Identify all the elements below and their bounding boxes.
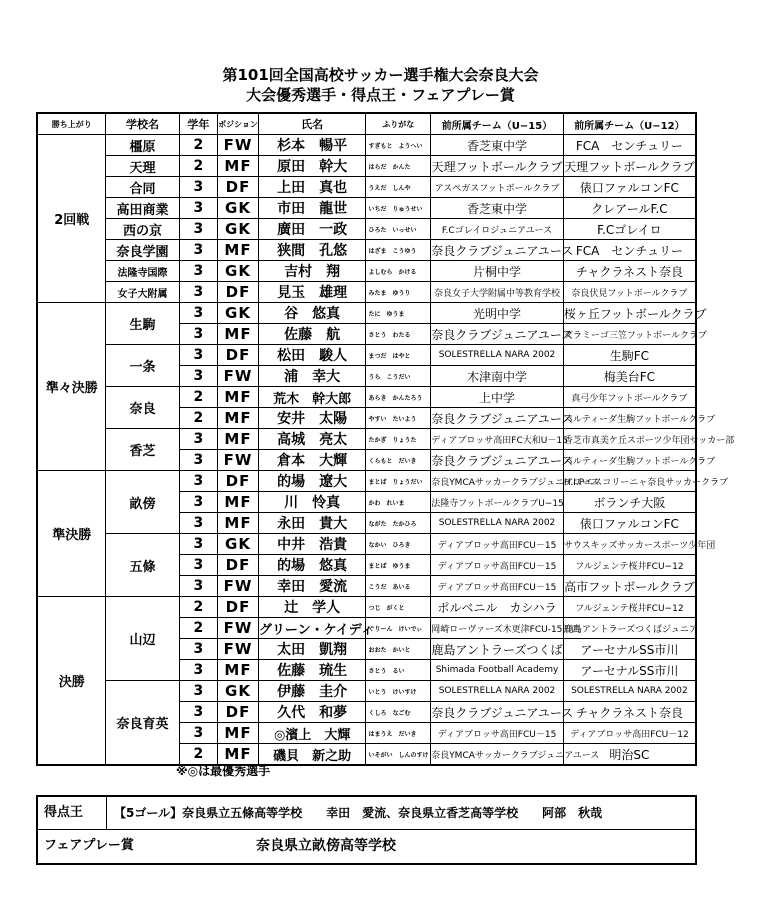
name-cell: 倉本 大輝	[258, 450, 366, 471]
grade-cell: 2	[179, 387, 218, 408]
top-scorer-row	[38, 797, 695, 830]
furigana-cell: あらき かんたろう	[366, 387, 431, 408]
team-u15-cell: 天理フットボールクラブ	[431, 156, 564, 177]
school-cell: 生駒	[106, 303, 179, 345]
position-cell: FW	[218, 135, 259, 156]
name-cell: 狭間 孔悠	[258, 240, 366, 261]
team-u15-cell: SOLESTRELLA NARA 2002	[431, 513, 564, 534]
team-u15-cell: ポルベニル カシハラ	[431, 597, 564, 618]
team-u12-cell: ボランチ大阪	[563, 492, 696, 513]
grade-cell: 2	[179, 408, 218, 429]
furigana-cell: よしむら かける	[366, 261, 431, 282]
team-u12-cell: パルティーダ生駒フットボールクラブ	[563, 408, 696, 429]
school-cell: 女子大附属	[106, 282, 179, 303]
players-table	[36, 112, 735, 766]
team-u15-cell: 鹿島アントラーズつくば	[431, 639, 564, 660]
name-cell: グリーン・ケイディ	[258, 618, 366, 639]
grade-cell: 3	[179, 240, 218, 261]
school-cell: 天理	[106, 156, 179, 177]
school-cell: 奈良育英	[106, 681, 179, 766]
grade-cell: 3	[179, 282, 218, 303]
school-cell: 橿原	[106, 135, 179, 156]
name-cell: 永田 貴大	[258, 513, 366, 534]
position-cell: GK	[218, 303, 259, 324]
school-cell: 奈良学園	[106, 240, 179, 261]
team-u15-cell: ディアブロッサ高田FC大和U－15	[431, 429, 564, 450]
team-u12-cell: FCA センチュリー	[563, 240, 696, 261]
school-cell: 高田商業	[106, 198, 179, 219]
header-grade: 学年	[179, 113, 218, 135]
furigana-cell: みたま ゆうり	[366, 282, 431, 303]
furigana-cell: こうだ あいる	[366, 576, 431, 597]
team-u12-cell: 桜ヶ丘フットボールクラブ	[563, 303, 696, 324]
player-row	[37, 135, 696, 156]
furigana-cell: いとう けいすけ	[366, 681, 431, 702]
round-cell: 2回戦	[37, 135, 106, 303]
school-cell: 一条	[106, 345, 179, 387]
team-u15-cell: F.Cゴレイロジュニアユース	[431, 219, 564, 240]
team-u15-cell: 奈良クラブジュニアユース	[431, 240, 564, 261]
furigana-cell: さとう わたる	[366, 324, 431, 345]
team-u15-cell: ディアブロッサ高田FCU－15	[431, 723, 564, 744]
team-u15-cell: 岡崎ローヴァーズ木更津FCU-15田西	[431, 618, 564, 639]
fair-play-text: 奈良県立畝傍高等学校	[256, 838, 396, 854]
name-cell: 廣田 一政	[258, 219, 366, 240]
school-cell: 畝傍	[106, 471, 179, 534]
team-u12-cell: ディアブロッサ高田FCU－12	[563, 723, 696, 744]
furigana-cell: はまうえ だいき	[366, 723, 431, 744]
name-cell: 磯貝 新之助	[258, 744, 366, 766]
team-u15-cell: 奈良クラブジュニアユース	[431, 702, 564, 723]
furigana-cell: まとば りょうだい	[366, 471, 431, 492]
grade-cell: 3	[179, 219, 218, 240]
player-row	[37, 219, 696, 240]
name-cell: 久代 和夢	[258, 702, 366, 723]
grade-cell: 3	[179, 429, 218, 450]
name-cell: 市田 龍世	[258, 198, 366, 219]
position-cell: GK	[218, 681, 259, 702]
grade-cell: 3	[179, 261, 218, 282]
grade-cell: 3	[179, 639, 218, 660]
team-u12-cell: 真弓少年フットボールクラブ	[563, 387, 696, 408]
furigana-cell: すぎもと ようへい	[366, 135, 431, 156]
team-u15-cell: 奈良クラブジュニアユース	[431, 450, 564, 471]
name-cell: 上田 真也	[258, 177, 366, 198]
position-cell: FW	[218, 576, 259, 597]
team-u12-cell: 梅美台FC	[563, 366, 696, 387]
team-u12-cell: 香芝市真美ケ丘スポーツ少年団サッカー部	[563, 429, 696, 450]
player-row	[37, 156, 696, 177]
furigana-cell: くしろ なごむ	[366, 702, 431, 723]
grade-cell: 3	[179, 324, 218, 345]
furigana-cell: うら こうだい	[366, 366, 431, 387]
name-cell: 辻 学人	[258, 597, 366, 618]
grade-cell: 3	[179, 303, 218, 324]
team-u15-cell: 奈良女子大学附属中等教育学校	[431, 282, 564, 303]
school-cell: 西の京	[106, 219, 179, 240]
player-row	[37, 240, 696, 261]
furigana-cell: たかぎ りょうた	[366, 429, 431, 450]
player-row	[37, 261, 696, 282]
team-u12-cell: フルジェンテ桜井FCU−12	[563, 597, 696, 618]
team-u15-cell: SOLESTRELLA NARA 2002	[431, 681, 564, 702]
team-u12-cell: 天理フットボールクラブ	[563, 156, 696, 177]
position-cell: DF	[218, 471, 259, 492]
player-row	[37, 282, 696, 303]
position-cell: DF	[218, 345, 259, 366]
name-cell: 佐藤 琉生	[258, 660, 366, 681]
team-u12-cell: グラミーゴ三笠フットボールクラブ	[563, 324, 696, 345]
furigana-cell: ひろた いっせい	[366, 219, 431, 240]
grade-cell: 3	[179, 576, 218, 597]
position-cell: MF	[218, 408, 259, 429]
name-cell: 高城 亮太	[258, 429, 366, 450]
team-u15-cell: 光明中学	[431, 303, 564, 324]
grade-cell: 3	[179, 723, 218, 744]
name-cell: 松田 駿人	[258, 345, 366, 366]
position-cell: MF	[218, 723, 259, 744]
school-cell: 山辺	[106, 597, 179, 681]
team-u15-cell: 法隆寺フットボールクラブU−15	[431, 492, 564, 513]
team-u12-cell: チャクラネスト奈良	[563, 261, 696, 282]
school-cell: 五條	[106, 534, 179, 597]
position-cell: DF	[218, 555, 259, 576]
team-u12-cell: 明治SC	[563, 744, 696, 766]
name-cell: 太田 凱翔	[258, 639, 366, 660]
position-cell: FW	[218, 639, 259, 660]
team-u12-cell: 俵口ファルコンFC	[563, 513, 696, 534]
team-u15-cell: 奈良YMCAサッカークラブジュニアユース	[431, 744, 564, 766]
grade-cell: 3	[179, 492, 218, 513]
fair-play-row	[38, 830, 695, 862]
grade-cell: 3	[179, 450, 218, 471]
team-u12-cell: パルティーダ生駒フットボールクラブ	[563, 450, 696, 471]
team-u15-cell: SOLESTRELLA NARA 2002	[431, 345, 564, 366]
furigana-cell: なかい ひろき	[366, 534, 431, 555]
furigana-cell: おおた かいと	[366, 639, 431, 660]
header-furigana: ふりがな	[366, 113, 431, 135]
team-u12-cell: 奈良伏見フットボールクラブ	[563, 282, 696, 303]
team-u15-cell: 奈良クラブジュニアユース	[431, 408, 564, 429]
team-u12-cell: 俵口ファルコンFC	[563, 177, 696, 198]
furigana-cell: やすい たいよう	[366, 408, 431, 429]
name-cell: 佐藤 航	[258, 324, 366, 345]
furigana-cell: ぐりーん けいでぃ	[366, 618, 431, 639]
player-row	[37, 471, 696, 492]
page-subtitle: 大会優秀選手・得点王・フェアプレー賞	[246, 86, 515, 104]
round-cell: 準決勝	[37, 471, 106, 597]
round-cell: 決勝	[37, 597, 106, 766]
position-cell: MF	[218, 513, 259, 534]
player-row	[37, 198, 696, 219]
team-u12-cell: F.Cゴレイロ	[563, 219, 696, 240]
position-cell: MF	[218, 387, 259, 408]
position-cell: FW	[218, 450, 259, 471]
name-cell: 的場 悠真	[258, 555, 366, 576]
team-u15-cell: 香芝東中学	[431, 135, 564, 156]
player-row	[37, 597, 696, 618]
furigana-cell: ながた たかひろ	[366, 513, 431, 534]
furigana-cell: いちだ りゅうせい	[366, 198, 431, 219]
name-cell: 的場 遼大	[258, 471, 366, 492]
player-row	[37, 681, 696, 702]
position-cell: MF	[218, 492, 259, 513]
position-cell: DF	[218, 702, 259, 723]
grade-cell: 3	[179, 555, 218, 576]
position-cell: GK	[218, 198, 259, 219]
team-u15-cell: 奈良YMCAサッカークラブジュニアユース	[431, 471, 564, 492]
page-title: 第101回全国高校サッカー選手権大会奈良大会	[222, 66, 539, 84]
furigana-cell: まとば ゆうま	[366, 555, 431, 576]
position-cell: GK	[218, 261, 259, 282]
player-row	[37, 429, 696, 450]
grade-cell: 2	[179, 135, 218, 156]
team-u15-cell: ディアブロッサ高田FCU－15	[431, 576, 564, 597]
team-u12-cell: クレアールF.C	[563, 198, 696, 219]
furigana-cell: たに ゆうま	[366, 303, 431, 324]
player-row	[37, 177, 696, 198]
team-u12-cell: SOLESTRELLA NARA 2002	[563, 681, 696, 702]
name-cell: ◎濱上 大輝	[258, 723, 366, 744]
grade-cell: 2	[179, 744, 218, 766]
grade-cell: 3	[179, 660, 218, 681]
position-cell: FW	[218, 618, 259, 639]
furigana-cell: いそがい しんのすけ	[366, 744, 431, 766]
position-cell: DF	[218, 282, 259, 303]
round-cell: 準々決勝	[37, 303, 106, 471]
team-u15-cell: 香芝東中学	[431, 198, 564, 219]
team-u15-cell: 上中学	[431, 387, 564, 408]
position-cell: MF	[218, 324, 259, 345]
name-cell: 伊藤 圭介	[258, 681, 366, 702]
team-u12-cell: アーセナルSS市川	[563, 639, 696, 660]
player-row	[37, 345, 696, 366]
name-cell: 原田 幹大	[258, 156, 366, 177]
team-u15-cell: Shimada Football Academy	[431, 660, 564, 681]
grade-cell: 2	[179, 618, 218, 639]
player-row	[37, 534, 696, 555]
header-row	[37, 113, 696, 135]
school-cell: 合同	[106, 177, 179, 198]
name-cell: 川 怜真	[258, 492, 366, 513]
top-scorer-text: 【5ゴール】奈良県立五條高等学校 幸田 愛流、奈良県立香芝高等学校 阿部 秋哉	[114, 806, 603, 820]
position-cell: DF	[218, 177, 259, 198]
player-row	[37, 387, 696, 408]
fair-play-label: フェアプレー賞	[44, 838, 134, 853]
header-team-u15: 前所属チーム（U−15）	[431, 113, 564, 135]
team-u12-cell: チャクラネスト奈良	[563, 702, 696, 723]
school-cell: 奈良	[106, 387, 179, 429]
furigana-cell: まつだ はやと	[366, 345, 431, 366]
team-u15-cell: 片桐中学	[431, 261, 564, 282]
name-cell: 谷 悠真	[258, 303, 366, 324]
furigana-cell: はらだ かんた	[366, 156, 431, 177]
team-u15-cell: ディアブロッサ高田FCU－15	[431, 534, 564, 555]
grade-cell: 3	[179, 534, 218, 555]
name-cell: 吉村 翔	[258, 261, 366, 282]
header-name: 氏名	[258, 113, 366, 135]
header-position: ポジション	[218, 113, 259, 135]
team-u12-cell: 生駒FC	[563, 345, 696, 366]
grade-cell: 3	[179, 471, 218, 492]
furigana-cell: くらもと だいき	[366, 450, 431, 471]
player-row	[37, 303, 696, 324]
grade-cell: 2	[179, 597, 218, 618]
name-cell: 浦 幸大	[258, 366, 366, 387]
team-u12-cell: アーセナルSS市川	[563, 660, 696, 681]
team-u12-cell: フルジェンテ桜井FCU−12	[563, 555, 696, 576]
team-u12-cell: FCA センチュリー	[563, 135, 696, 156]
name-cell: 幸田 愛流	[258, 576, 366, 597]
school-cell: 香芝	[106, 429, 179, 471]
furigana-cell: うえだ しんや	[366, 177, 431, 198]
name-cell: 見玉 雄理	[258, 282, 366, 303]
name-cell: 安井 太陽	[258, 408, 366, 429]
name-cell: 荒木 幹大郎	[258, 387, 366, 408]
position-cell: MF	[218, 660, 259, 681]
furigana-cell: かわ れいま	[366, 492, 431, 513]
note: ※◎は最優秀選手	[176, 764, 271, 778]
school-cell: 法隆寺国際	[106, 261, 179, 282]
position-cell: MF	[218, 240, 259, 261]
name-cell: 杉本 暢平	[258, 135, 366, 156]
header-school: 学校名	[106, 113, 179, 135]
grade-cell: 3	[179, 702, 218, 723]
name-cell: 中井 浩貴	[258, 534, 366, 555]
position-cell: MF	[218, 156, 259, 177]
position-cell: GK	[218, 219, 259, 240]
grade-cell: 3	[179, 513, 218, 534]
grade-cell: 3	[179, 198, 218, 219]
furigana-cell: はざま こうゆう	[366, 240, 431, 261]
position-cell: FW	[218, 366, 259, 387]
awards-box	[36, 795, 697, 865]
team-u12-cell: サウスキッズサッカースポーツ少年団	[563, 534, 696, 555]
furigana-cell: さとう るい	[366, 660, 431, 681]
grade-cell: 3	[179, 177, 218, 198]
grade-cell: 3	[179, 366, 218, 387]
team-u15-cell: 奈良クラブジュニアユース	[431, 324, 564, 345]
furigana-cell: つじ がくと	[366, 597, 431, 618]
team-u12-cell: 高市フットボールクラブ	[563, 576, 696, 597]
header-round: 勝ち上がり	[37, 113, 106, 135]
position-cell: MF	[218, 744, 259, 766]
header-team-u12: 前所属チーム（U−12）	[563, 113, 696, 135]
grade-cell: 2	[179, 156, 218, 177]
team-u12-cell: 鹿島アントラーズつくばジュニア	[563, 618, 696, 639]
team-u12-cell: H.I.Pエスコリーニャ奈良サッカークラブ	[563, 471, 696, 492]
team-u15-cell: 木津南中学	[431, 366, 564, 387]
team-u15-cell: アスペガスフットボールクラブ	[431, 177, 564, 198]
grade-cell: 3	[179, 345, 218, 366]
grade-cell: 3	[179, 681, 218, 702]
top-scorer-label: 得点王	[38, 797, 107, 829]
team-u15-cell: ディアブロッサ高田FCU－15	[431, 555, 564, 576]
position-cell: DF	[218, 597, 259, 618]
position-cell: MF	[218, 429, 259, 450]
position-cell: GK	[218, 534, 259, 555]
